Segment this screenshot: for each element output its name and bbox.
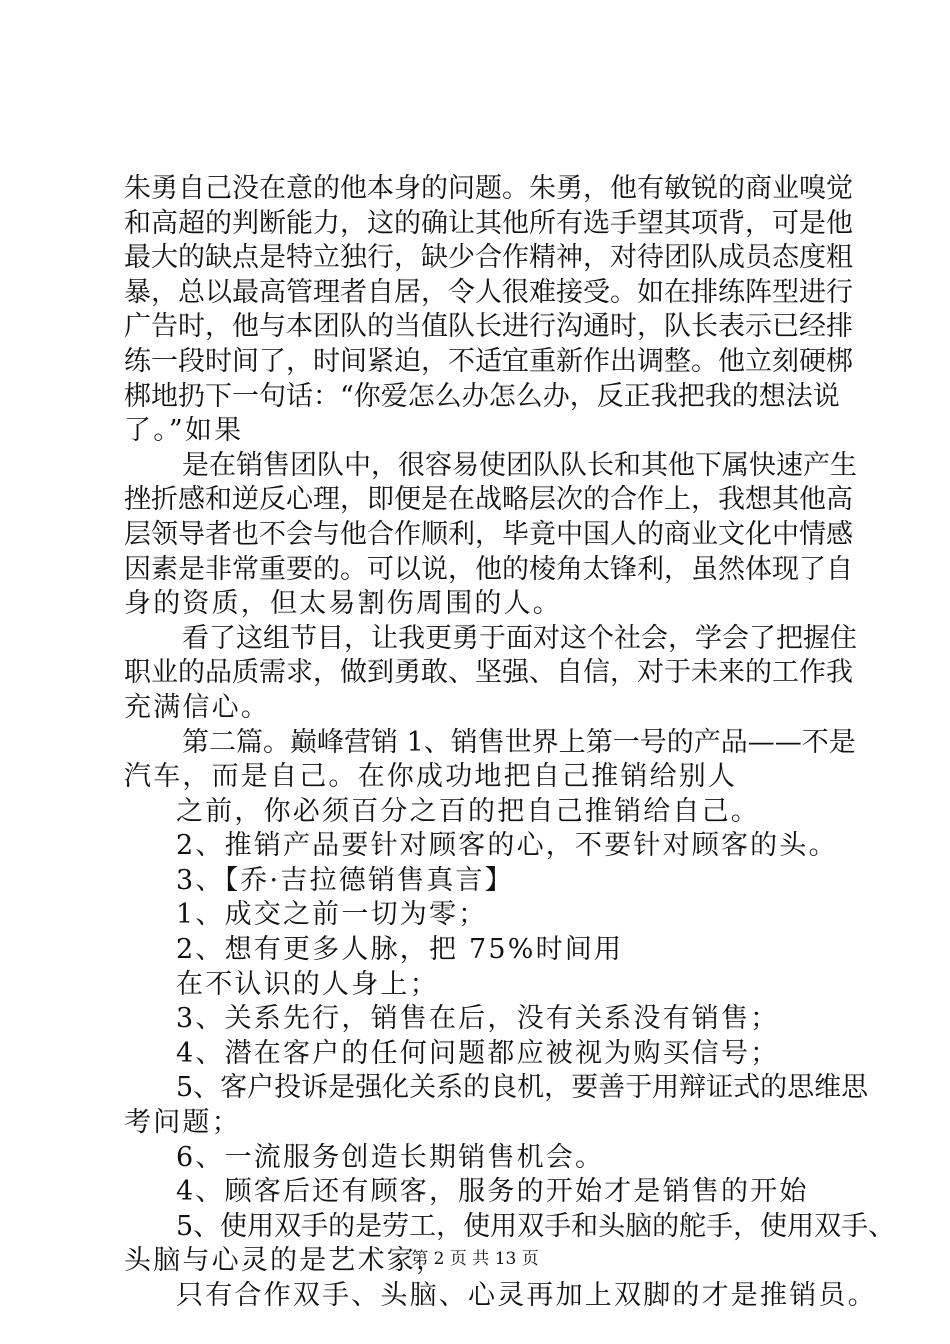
text-line: 层领导者也不会与他合作顺利，毕竟中国人的商业文化中情感 [124, 518, 853, 550]
text-line: 2、想有更多人脉，把 75%时间用 [176, 934, 624, 966]
text-line: 梆地扔下一句话：“你爱怎么办怎么办，反正我把我的想法说 [124, 380, 840, 412]
text-line: 1、成交之前一切为零； [176, 899, 488, 931]
text-line: 练一段时间了，时间紧迫，不适宜重新作出调整。他立刻硬梆 [124, 345, 853, 377]
text-line: 4、潜在客户的任何问题都应被视为购买信号； [176, 1037, 780, 1069]
document-body [124, 172, 896, 1314]
text-line: 3、关系先行，销售在后，没有关系没有销售； [176, 1003, 780, 1035]
text-line: 充满信心。 [124, 691, 270, 723]
page-number-footer: 第 2 页 共 13 页 [411, 1249, 539, 1269]
text-line: 之前，你必须百分之百的把自己推销给自己。 [176, 795, 760, 827]
text-line: 看了这组节目，让我更勇于面对这个社会，学会了把握住 [182, 622, 857, 654]
text-line: 头脑与心灵的是艺术家， [124, 1245, 446, 1277]
text-line: 是在销售团队中，很容易使团队队长和其他下属快速产生 [182, 449, 857, 481]
text-line: 4、顾客后还有顾客，服务的开始才是销售的开始 [176, 1176, 809, 1208]
text-line: 6、一流服务创造长期销售机会。 [176, 1141, 605, 1173]
text-line: 第二篇。巅峰营销 1、销售世界上第一号的产品——不是 [182, 726, 856, 758]
text-line: 5、使用双手的是劳工，使用双手和头脑的舵手，使用双手、 [176, 1210, 896, 1242]
text-line: 5、客户投诉是强化关系的良机，要善于用辩证式的思维思 [176, 1072, 869, 1104]
text-line: 挫折感和逆反心理，即便是在战略层次的合作上，我想其他高 [124, 484, 853, 516]
text-line: 只有合作双手、头脑、心灵再加上双脚的才是推销员。 [176, 1280, 877, 1311]
text-line: 朱勇自己没在意的他本身的问题。朱勇，他有敏锐的商业嗅觉 [124, 173, 853, 204]
text-line: 广告时，他与本团队的当值队长进行沟通时，队长表示已经排 [124, 311, 853, 343]
text-line: 身的资质，但太易割伤周围的人。 [124, 588, 562, 620]
text-line: 职业的品质需求，做到勇敢、坚强、自信，对于未来的工作我 [124, 657, 853, 689]
text-line: 因素是非常重要的。可以说，他的棱角太锋利，虽然体现了自 [124, 553, 853, 585]
text-line: 和高超的判断能力，这的确让其他所有选手望其项背，可是他 [124, 207, 853, 239]
text-line: 了。”如果 [124, 415, 244, 447]
text-line: 3、【乔·吉拉德销售真言】 [176, 864, 514, 896]
text-line: 考问题； [124, 1107, 241, 1139]
text-line: 在不认识的人身上； [176, 968, 439, 1000]
text-line: 暴，总以最高管理者自居，令人很难接受。如在排练阵型进行 [124, 276, 853, 308]
text-line: 汽车，而是自己。在你成功地把自己推销给别人 [124, 761, 738, 793]
text-line: 2、推销产品要针对顾客的心，不要针对顾客的头。 [176, 830, 838, 862]
text-line: 最大的缺点是特立独行，缺少合作精神，对待团队成员态度粗 [124, 242, 853, 274]
